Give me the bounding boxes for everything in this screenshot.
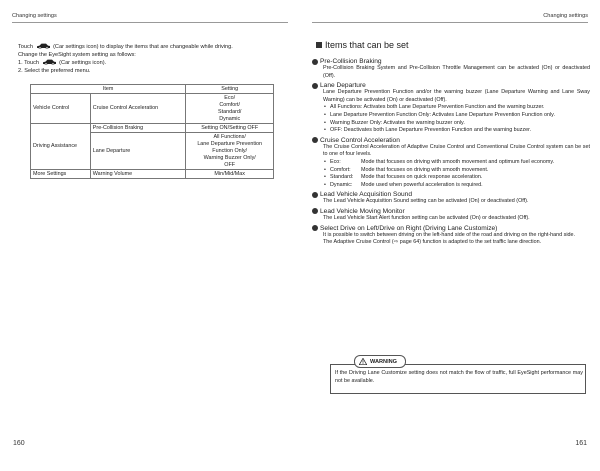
setting-line: Lane Departure Prevention (197, 140, 263, 147)
item-body: Lane Departure Prevention Function and/or the warning buzzer (Lane Departure Warning and Lane Sway Warning) can be activated (On) or deactivated (Off). (323, 89, 590, 103)
item-heading (312, 208, 590, 215)
warning-text: If the Driving Lane Customize setting does not match the flow of traffic, full EyeSight performance may not be available. (335, 370, 583, 384)
setting-line: Function Only/ (212, 147, 248, 154)
setting-line: OFF (224, 161, 236, 168)
mode-row (312, 174, 590, 182)
mode-name: • Comfort: (324, 167, 361, 175)
item-title: Lead Vehicle Acquisition Sound (320, 191, 413, 199)
table-row (31, 124, 274, 133)
category-more-settings: More Settings (31, 170, 91, 179)
item-title: Pre-Collision Braking (320, 58, 382, 65)
table-header-row (31, 85, 274, 94)
item-cruise-control-acceleration: Cruise Control Acceleration (90, 94, 186, 124)
mode-name: • Standard: (324, 174, 361, 182)
setting-cca (186, 94, 274, 124)
intro-step-1 (18, 59, 286, 68)
table-row (31, 94, 274, 124)
item-body: The Lead Vehicle Start Alert function setting can be activated (On) or deactivated (Off). (323, 214, 530, 221)
mode-desc: Mode that focuses on quick response acceleration. (361, 174, 483, 181)
item-body: Pre-Collision Braking System and Pre-Collision Throttle Management can be activated (On) or deactivated (Off). (323, 65, 590, 79)
item-title: Lead Vehicle Moving Monitor (320, 207, 405, 215)
page-number-right: 161 (575, 440, 587, 447)
circle-bullet-icon (312, 192, 318, 198)
circle-bullet-icon (312, 208, 318, 214)
category-driving-assistance: Driving Assistance (31, 124, 91, 170)
item-title: Select Drive on Left/Drive on Right (Driving Lane Customize) (320, 224, 498, 232)
setting-line: Comfort/ (219, 101, 241, 108)
circle-bullet-icon (312, 83, 318, 89)
mode-row (312, 182, 590, 190)
bullet-item: • OFF: Deactivates both Lane Departure Prevention Function and the warning buzzer. (312, 127, 590, 135)
intro-line-1-end: (Car settings icon) to display the items that are changeable while driving. (53, 44, 233, 50)
item-body: The Cruise Control Acceleration of Adaptive Cruise Control and Conventional Cruise Control system can be set to one of four levels. (323, 143, 590, 158)
intro-text (18, 43, 286, 75)
table-header-item: Item (31, 85, 186, 94)
right-header-rule (312, 22, 588, 23)
mode-desc: Mode used when powerful acceleration is required. (361, 181, 483, 188)
car-settings-icon (42, 59, 57, 65)
item-title: Cruise Control Acceleration (320, 136, 400, 144)
mode-name: • Dynamic: (324, 182, 361, 190)
item-heading (312, 225, 590, 232)
right-header: Changing settings (543, 13, 588, 19)
table-header-setting: Setting (186, 85, 274, 94)
warning-triangle-icon (359, 358, 367, 365)
mode-row (312, 159, 590, 167)
section-title: Items that can be set (325, 40, 409, 50)
item-heading (312, 82, 590, 89)
item-warning-volume: Warning Volume (90, 170, 186, 179)
setting-line: Dynamic (219, 115, 241, 122)
category-vehicle-control: Vehicle Control (31, 94, 91, 124)
setting-pcb: Setting ON/Setting OFF (186, 124, 274, 133)
settings-table (30, 84, 274, 179)
car-settings-icon (36, 43, 51, 49)
section-heading (316, 40, 588, 50)
setting-line: Standard/ (217, 108, 242, 115)
intro-line-2: Change the EyeSight system setting as follows: (18, 51, 136, 58)
circle-bullet-icon (312, 137, 318, 143)
setting-wv: Min/Mid/Max (186, 170, 274, 179)
setting-line: All Functions/ (213, 133, 246, 140)
step-1-end: (Car settings icon). (59, 60, 107, 67)
page-number-left: 160 (13, 440, 25, 447)
item-body: The Adaptive Cruise Control (⇨ page 64) function is adapted to the set traffic lane direction. (323, 239, 542, 246)
setting-line: Warning Buzzer Only/ (203, 154, 256, 161)
left-header: Changing settings (12, 13, 57, 19)
item-heading (312, 58, 590, 65)
item-pre-collision-braking: Pre-Collision Braking (90, 124, 186, 133)
intro-line-1-start: Touch (18, 44, 33, 50)
circle-bullet-icon (312, 59, 318, 65)
setting-ld (186, 133, 274, 170)
intro-line-1 (18, 43, 286, 52)
items-list (312, 56, 590, 247)
square-bullet-icon (316, 42, 322, 48)
warning-label (354, 355, 406, 368)
warning-label-text: WARNING (370, 358, 398, 365)
item-title: Lane Departure (320, 82, 366, 90)
mode-row (312, 167, 590, 175)
bullet-item: • All Functions: Activates both Lane Departure Prevention Function and the warning buzzer. (312, 104, 590, 112)
item-lane-departure: Lane Departure (90, 133, 186, 170)
setting-line: Eco/ (224, 94, 236, 101)
circle-bullet-icon (312, 225, 318, 231)
bullet-item: • Warning Buzzer Only: Activates the warning buzzer only. (312, 120, 590, 128)
item-heading (312, 137, 590, 144)
mode-desc: Mode that focuses on driving with smooth movement and optimum fuel economy. (361, 158, 555, 165)
table-row (31, 170, 274, 179)
item-heading (312, 191, 590, 198)
mode-desc: Mode that focuses on driving with smooth movement. (361, 166, 489, 173)
item-body: It is possible to switch between driving on the left-hand side of the road and driving on the right-hand side. (323, 231, 576, 238)
mode-name: • Eco: (324, 159, 361, 167)
intro-step-2: 2. Select the preferred menu. (18, 67, 91, 74)
item-body: The Lead Vehicle Acquisition Sound setting can be activated (On) or deactivated (Off). (323, 198, 529, 205)
bullet-item: • Lane Departure Prevention Function Only: Activates Lane Departure Prevention Function only. (312, 112, 590, 120)
step-1-start: 1. Touch (18, 60, 40, 67)
left-header-rule (12, 22, 288, 23)
